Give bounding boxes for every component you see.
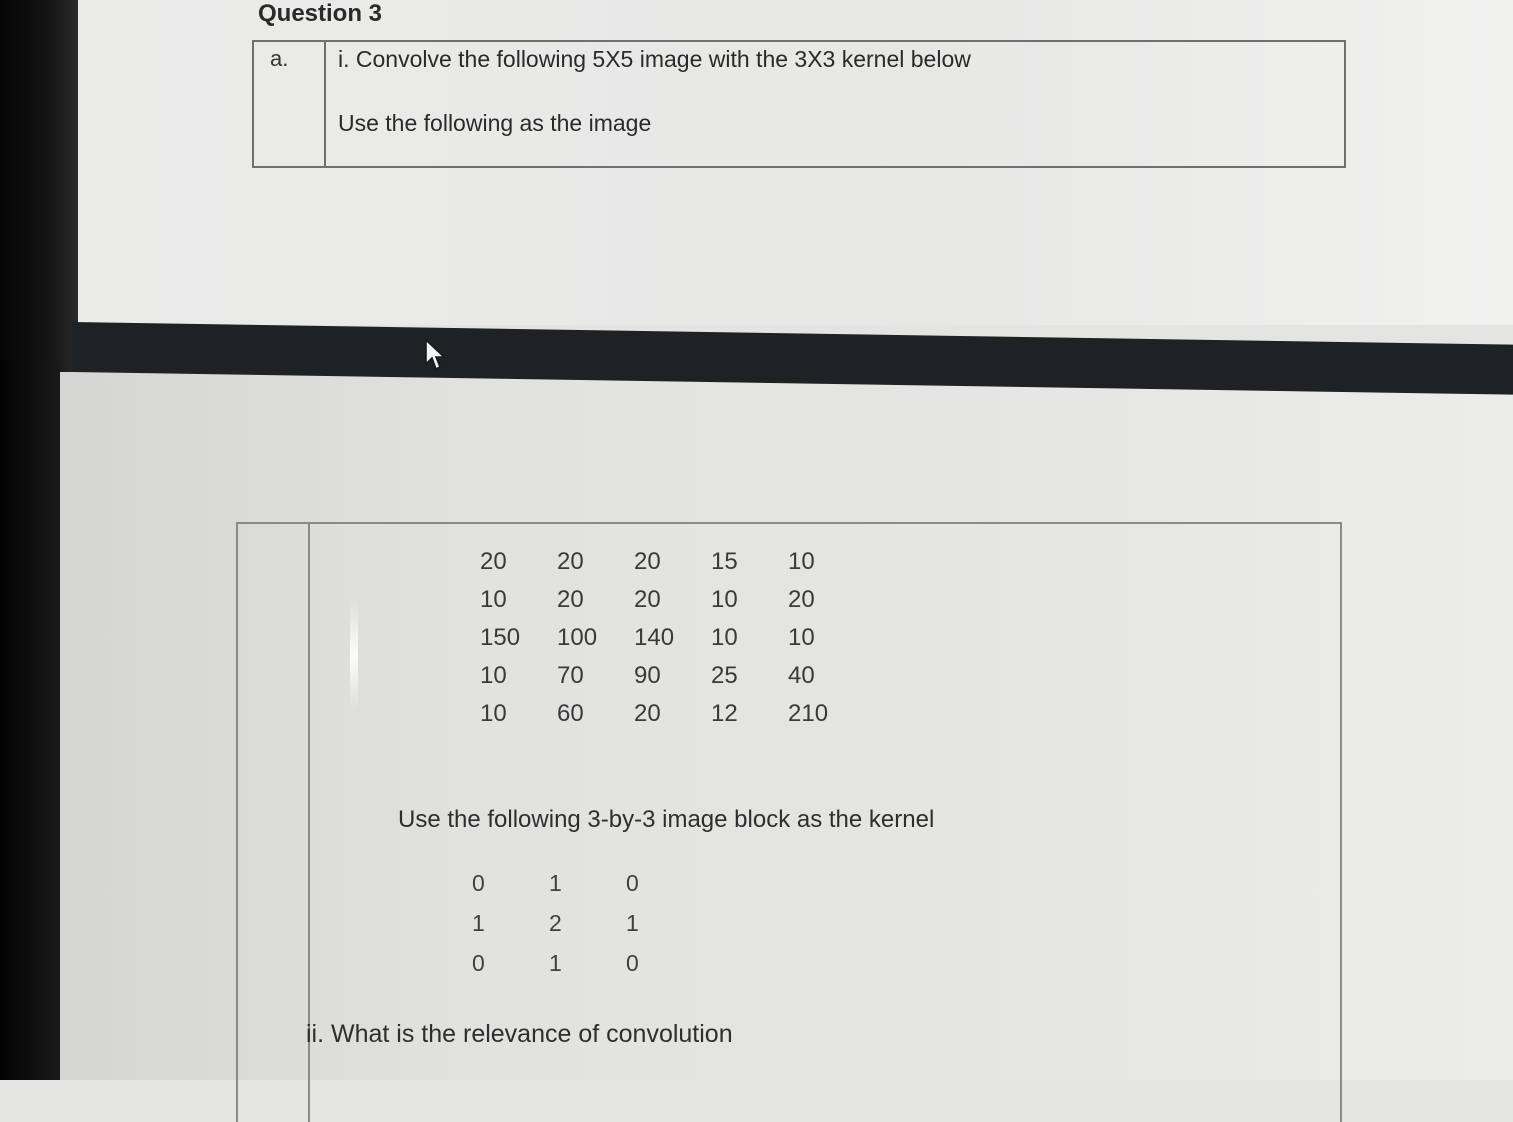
- kernel-cell: 0: [626, 950, 639, 976]
- image-cell: 20: [480, 548, 507, 575]
- image-cell: 20: [788, 586, 815, 613]
- image-cell: 70: [557, 662, 584, 689]
- image-cell: 10: [711, 624, 738, 651]
- image-cell: 12: [711, 700, 738, 727]
- image-cell: 25: [711, 662, 738, 689]
- image-cell: 10: [788, 548, 815, 575]
- instruction-convolve: i. Convolve the following 5X5 image with the 3X3 kernel below: [338, 46, 971, 72]
- image-cell: 140: [634, 624, 675, 651]
- mouse-pointer-icon: [424, 338, 446, 372]
- image-cell: 40: [788, 662, 815, 689]
- kernel-cell: 0: [472, 950, 485, 976]
- image-matrix: [480, 548, 865, 738]
- image-cell: 20: [634, 700, 661, 727]
- kernel-caption: Use the following 3-by-3 image block as the kernel: [398, 806, 935, 833]
- kernel-cell: 1: [472, 910, 485, 936]
- kernel-cell: 1: [549, 870, 562, 896]
- image-cell: 10: [788, 624, 815, 651]
- image-cell: 20: [634, 548, 661, 575]
- question-relevance: ii. What is the relevance of convolution: [306, 1020, 733, 1048]
- image-cell: 10: [480, 700, 507, 727]
- image-cell: 210: [788, 700, 829, 727]
- table-column-divider: [324, 42, 326, 166]
- screen-glare: [350, 600, 358, 710]
- image-cell: 15: [711, 548, 738, 575]
- image-cell: 90: [634, 662, 661, 689]
- monitor-bezel-lower: [0, 360, 60, 1080]
- image-cell: 20: [557, 586, 584, 613]
- kernel-cell: 1: [549, 950, 562, 976]
- image-cell: 20: [634, 586, 661, 613]
- kernel-cell: 1: [626, 910, 639, 936]
- image-cell: 60: [557, 700, 584, 727]
- kernel-cell: 0: [626, 870, 639, 896]
- image-cell: 20: [557, 548, 584, 575]
- image-cell: 10: [480, 586, 507, 613]
- part-label: a.: [270, 46, 289, 71]
- image-cell: 10: [480, 662, 507, 689]
- kernel-matrix: [472, 870, 703, 990]
- question-table-top: [252, 40, 1346, 168]
- question-title: Question 3: [258, 0, 383, 27]
- image-cell: 100: [557, 624, 598, 651]
- kernel-cell: 0: [472, 870, 485, 896]
- kernel-cell: 2: [549, 910, 562, 936]
- image-cell: 10: [711, 586, 738, 613]
- instruction-use-image: Use the following as the image: [338, 110, 652, 136]
- image-cell: 150: [480, 624, 521, 651]
